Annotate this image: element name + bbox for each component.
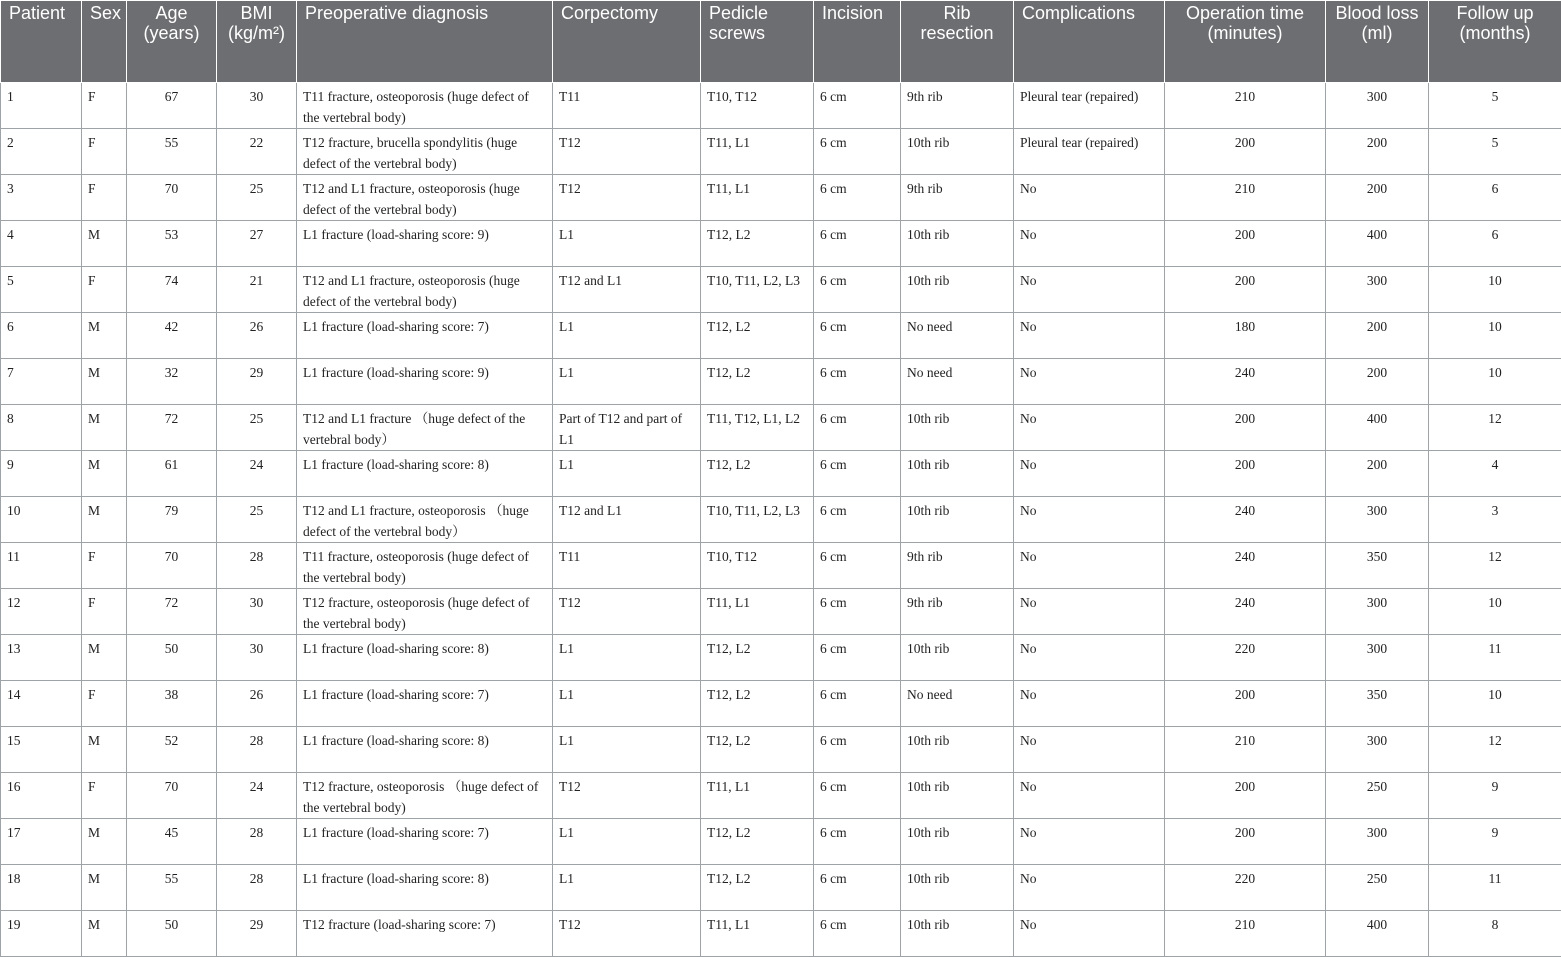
cell-rib-resection: 9th rib: [901, 83, 1014, 129]
cell-blood-loss-ml: 300: [1326, 635, 1429, 681]
cell-corpectomy: T12: [553, 129, 701, 175]
cell-sex: M: [82, 497, 127, 543]
cell-pedicle-screws: T11, L1: [701, 129, 814, 175]
cell-age-years: 61: [127, 451, 217, 497]
table-row: [1, 635, 1561, 681]
table-body: [1, 83, 1561, 957]
table-row: [1, 221, 1561, 267]
cell-complications: No: [1014, 175, 1165, 221]
cell-preoperative-diagnosis: T11 fracture, osteoporosis (huge defect of the vertebral body): [297, 543, 553, 589]
cell-operation-time-minutes: 200: [1165, 681, 1326, 727]
table-row: [1, 865, 1561, 911]
cell-incision: 6 cm: [814, 313, 901, 359]
cell-follow-up-months: 8: [1429, 911, 1561, 957]
cell-complications: Pleural tear (repaired): [1014, 129, 1165, 175]
cell-blood-loss-ml: 300: [1326, 727, 1429, 773]
cell-patient: 3: [1, 175, 82, 221]
cell-bmi-kg-m: 30: [217, 589, 297, 635]
cell-pedicle-screws: T11, L1: [701, 175, 814, 221]
cell-rib-resection: No need: [901, 681, 1014, 727]
cell-rib-resection: 10th rib: [901, 405, 1014, 451]
cell-complications: No: [1014, 727, 1165, 773]
cell-bmi-kg-m: 24: [217, 451, 297, 497]
column-header-sex: Sex: [82, 1, 127, 83]
cell-age-years: 50: [127, 911, 217, 957]
cell-complications: No: [1014, 405, 1165, 451]
cell-corpectomy: L1: [553, 727, 701, 773]
cell-follow-up-months: 5: [1429, 129, 1561, 175]
column-header-preoperative-diagnosis: Preoperative diagnosis: [297, 1, 553, 83]
cell-sex: M: [82, 865, 127, 911]
table-header: [1, 1, 1561, 83]
cell-blood-loss-ml: 200: [1326, 313, 1429, 359]
column-header-incision: Incision: [814, 1, 901, 83]
cell-preoperative-diagnosis: T12 and L1 fracture, osteoporosis (huge defect of the vertebral body): [297, 267, 553, 313]
cell-sex: M: [82, 727, 127, 773]
table-row: [1, 405, 1561, 451]
cell-sex: M: [82, 451, 127, 497]
cell-sex: M: [82, 405, 127, 451]
cell-operation-time-minutes: 210: [1165, 727, 1326, 773]
cell-follow-up-months: 3: [1429, 497, 1561, 543]
cell-age-years: 45: [127, 819, 217, 865]
cell-sex: M: [82, 221, 127, 267]
cell-follow-up-months: 10: [1429, 681, 1561, 727]
cell-age-years: 38: [127, 681, 217, 727]
cell-age-years: 72: [127, 405, 217, 451]
cell-rib-resection: 10th rib: [901, 819, 1014, 865]
cell-rib-resection: 10th rib: [901, 267, 1014, 313]
cell-follow-up-months: 12: [1429, 543, 1561, 589]
cell-sex: F: [82, 83, 127, 129]
cell-operation-time-minutes: 240: [1165, 589, 1326, 635]
cell-corpectomy: L1: [553, 313, 701, 359]
cell-operation-time-minutes: 240: [1165, 497, 1326, 543]
cell-pedicle-screws: T12, L2: [701, 819, 814, 865]
cell-operation-time-minutes: 240: [1165, 359, 1326, 405]
cell-incision: 6 cm: [814, 359, 901, 405]
cell-rib-resection: No need: [901, 313, 1014, 359]
cell-corpectomy: T11: [553, 83, 701, 129]
cell-preoperative-diagnosis: T12 and L1 fracture, osteoporosis （huge defect of the vertebral body）: [297, 497, 553, 543]
cell-follow-up-months: 9: [1429, 773, 1561, 819]
cell-rib-resection: 9th rib: [901, 543, 1014, 589]
cell-pedicle-screws: T12, L2: [701, 635, 814, 681]
column-header-operation-time-minutes: Operation time (minutes): [1165, 1, 1326, 83]
cell-age-years: 53: [127, 221, 217, 267]
cell-preoperative-diagnosis: T12 fracture, osteoporosis （huge defect of the vertebral body): [297, 773, 553, 819]
cell-patient: 9: [1, 451, 82, 497]
cell-incision: 6 cm: [814, 865, 901, 911]
cell-sex: M: [82, 911, 127, 957]
cell-preoperative-diagnosis: T12 and L1 fracture, osteoporosis (huge defect of the vertebral body): [297, 175, 553, 221]
cell-preoperative-diagnosis: L1 fracture (load-sharing score: 8): [297, 451, 553, 497]
cell-age-years: 67: [127, 83, 217, 129]
cell-complications: No: [1014, 267, 1165, 313]
table-row: [1, 681, 1561, 727]
cell-bmi-kg-m: 28: [217, 819, 297, 865]
cell-blood-loss-ml: 300: [1326, 819, 1429, 865]
cell-pedicle-screws: T11, L1: [701, 911, 814, 957]
cell-blood-loss-ml: 400: [1326, 221, 1429, 267]
cell-pedicle-screws: T11, T12, L1, L2: [701, 405, 814, 451]
cell-preoperative-diagnosis: L1 fracture (load-sharing score: 8): [297, 865, 553, 911]
cell-operation-time-minutes: 180: [1165, 313, 1326, 359]
cell-bmi-kg-m: 30: [217, 635, 297, 681]
table-row: [1, 267, 1561, 313]
cell-corpectomy: Part of T12 and part of L1: [553, 405, 701, 451]
cell-pedicle-screws: T12, L2: [701, 221, 814, 267]
cell-age-years: 55: [127, 865, 217, 911]
cell-complications: No: [1014, 221, 1165, 267]
cell-follow-up-months: 12: [1429, 405, 1561, 451]
cell-complications: Pleural tear (repaired): [1014, 83, 1165, 129]
cell-blood-loss-ml: 300: [1326, 497, 1429, 543]
cell-blood-loss-ml: 300: [1326, 589, 1429, 635]
cell-bmi-kg-m: 28: [217, 727, 297, 773]
cell-sex: M: [82, 313, 127, 359]
cell-incision: 6 cm: [814, 175, 901, 221]
cell-rib-resection: 10th rib: [901, 129, 1014, 175]
cell-complications: No: [1014, 819, 1165, 865]
cell-sex: F: [82, 543, 127, 589]
cell-pedicle-screws: T11, L1: [701, 589, 814, 635]
cell-bmi-kg-m: 25: [217, 175, 297, 221]
cell-age-years: 55: [127, 129, 217, 175]
cell-patient: 1: [1, 83, 82, 129]
cell-patient: 18: [1, 865, 82, 911]
cell-bmi-kg-m: 29: [217, 911, 297, 957]
cell-operation-time-minutes: 220: [1165, 635, 1326, 681]
cell-incision: 6 cm: [814, 819, 901, 865]
cell-blood-loss-ml: 250: [1326, 865, 1429, 911]
column-header-blood-loss-ml: Blood loss (ml): [1326, 1, 1429, 83]
cell-corpectomy: L1: [553, 451, 701, 497]
cell-patient: 16: [1, 773, 82, 819]
cell-rib-resection: 10th rib: [901, 865, 1014, 911]
cell-sex: F: [82, 773, 127, 819]
cell-rib-resection: 9th rib: [901, 589, 1014, 635]
cell-bmi-kg-m: 28: [217, 865, 297, 911]
cell-pedicle-screws: T12, L2: [701, 865, 814, 911]
cell-patient: 7: [1, 359, 82, 405]
cell-bmi-kg-m: 29: [217, 359, 297, 405]
cell-corpectomy: L1: [553, 635, 701, 681]
cell-patient: 14: [1, 681, 82, 727]
cell-operation-time-minutes: 210: [1165, 175, 1326, 221]
cell-complications: No: [1014, 635, 1165, 681]
cell-corpectomy: T11: [553, 543, 701, 589]
cell-patient: 6: [1, 313, 82, 359]
table-row: [1, 911, 1561, 957]
cell-corpectomy: L1: [553, 681, 701, 727]
cell-incision: 6 cm: [814, 773, 901, 819]
cell-complications: No: [1014, 773, 1165, 819]
cell-sex: F: [82, 129, 127, 175]
cell-preoperative-diagnosis: L1 fracture (load-sharing score: 7): [297, 313, 553, 359]
cell-preoperative-diagnosis: L1 fracture (load-sharing score: 9): [297, 359, 553, 405]
cell-patient: 10: [1, 497, 82, 543]
cell-age-years: 74: [127, 267, 217, 313]
cell-corpectomy: L1: [553, 865, 701, 911]
column-header-complications: Complications: [1014, 1, 1165, 83]
cell-complications: No: [1014, 589, 1165, 635]
column-header-patient: Patient: [1, 1, 82, 83]
cell-follow-up-months: 9: [1429, 819, 1561, 865]
cell-operation-time-minutes: 200: [1165, 267, 1326, 313]
cell-blood-loss-ml: 300: [1326, 267, 1429, 313]
cell-pedicle-screws: T12, L2: [701, 451, 814, 497]
cell-rib-resection: 10th rib: [901, 911, 1014, 957]
cell-pedicle-screws: T10, T11, L2, L3: [701, 497, 814, 543]
cell-incision: 6 cm: [814, 267, 901, 313]
cell-corpectomy: L1: [553, 359, 701, 405]
cell-operation-time-minutes: 200: [1165, 129, 1326, 175]
cell-bmi-kg-m: 25: [217, 405, 297, 451]
cell-age-years: 79: [127, 497, 217, 543]
table-row: [1, 773, 1561, 819]
cell-preoperative-diagnosis: T12 fracture, brucella spondylitis (huge defect of the vertebral body): [297, 129, 553, 175]
cell-rib-resection: 10th rib: [901, 727, 1014, 773]
cell-complications: No: [1014, 313, 1165, 359]
table-row: [1, 313, 1561, 359]
table-row: [1, 129, 1561, 175]
column-header-rib-resection: Rib resection: [901, 1, 1014, 83]
column-header-age-years: Age (years): [127, 1, 217, 83]
cell-preoperative-diagnosis: L1 fracture (load-sharing score: 7): [297, 819, 553, 865]
cell-complications: No: [1014, 359, 1165, 405]
cell-rib-resection: 9th rib: [901, 175, 1014, 221]
cell-incision: 6 cm: [814, 405, 901, 451]
column-header-pedicle-screws: Pedicle screws: [701, 1, 814, 83]
cell-bmi-kg-m: 26: [217, 681, 297, 727]
cell-rib-resection: 10th rib: [901, 451, 1014, 497]
cell-blood-loss-ml: 400: [1326, 911, 1429, 957]
cell-rib-resection: 10th rib: [901, 497, 1014, 543]
cell-blood-loss-ml: 200: [1326, 359, 1429, 405]
cell-rib-resection: 10th rib: [901, 635, 1014, 681]
cell-complications: No: [1014, 543, 1165, 589]
cell-bmi-kg-m: 27: [217, 221, 297, 267]
cell-corpectomy: T12: [553, 911, 701, 957]
cell-patient: 5: [1, 267, 82, 313]
cell-bmi-kg-m: 24: [217, 773, 297, 819]
cell-patient: 12: [1, 589, 82, 635]
cell-operation-time-minutes: 220: [1165, 865, 1326, 911]
cell-pedicle-screws: T11, L1: [701, 773, 814, 819]
cell-sex: M: [82, 819, 127, 865]
table-row: [1, 589, 1561, 635]
cell-incision: 6 cm: [814, 635, 901, 681]
table-row: [1, 451, 1561, 497]
column-header-bmi-kg-m: BMI (kg/m²): [217, 1, 297, 83]
cell-blood-loss-ml: 200: [1326, 129, 1429, 175]
cell-bmi-kg-m: 22: [217, 129, 297, 175]
cell-blood-loss-ml: 350: [1326, 681, 1429, 727]
cell-preoperative-diagnosis: L1 fracture (load-sharing score: 8): [297, 635, 553, 681]
cell-operation-time-minutes: 200: [1165, 451, 1326, 497]
cell-sex: F: [82, 681, 127, 727]
cell-incision: 6 cm: [814, 83, 901, 129]
cell-blood-loss-ml: 200: [1326, 451, 1429, 497]
cell-corpectomy: T12: [553, 589, 701, 635]
table-row: [1, 819, 1561, 865]
cell-complications: No: [1014, 497, 1165, 543]
cell-follow-up-months: 6: [1429, 175, 1561, 221]
cell-age-years: 70: [127, 773, 217, 819]
cell-blood-loss-ml: 400: [1326, 405, 1429, 451]
cell-sex: F: [82, 267, 127, 313]
cell-follow-up-months: 6: [1429, 221, 1561, 267]
cell-preoperative-diagnosis: L1 fracture (load-sharing score: 7): [297, 681, 553, 727]
cell-follow-up-months: 12: [1429, 727, 1561, 773]
cell-preoperative-diagnosis: L1 fracture (load-sharing score: 8): [297, 727, 553, 773]
cell-blood-loss-ml: 300: [1326, 83, 1429, 129]
cell-complications: No: [1014, 451, 1165, 497]
cell-incision: 6 cm: [814, 221, 901, 267]
cell-preoperative-diagnosis: L1 fracture (load-sharing score: 9): [297, 221, 553, 267]
header-row: [1, 1, 1561, 83]
cell-patient: 2: [1, 129, 82, 175]
cell-follow-up-months: 10: [1429, 313, 1561, 359]
cell-complications: No: [1014, 681, 1165, 727]
cell-follow-up-months: 11: [1429, 635, 1561, 681]
cell-operation-time-minutes: 240: [1165, 543, 1326, 589]
cell-blood-loss-ml: 250: [1326, 773, 1429, 819]
cell-age-years: 72: [127, 589, 217, 635]
cell-incision: 6 cm: [814, 129, 901, 175]
cell-bmi-kg-m: 25: [217, 497, 297, 543]
cell-age-years: 50: [127, 635, 217, 681]
cell-corpectomy: T12 and L1: [553, 497, 701, 543]
cell-incision: 6 cm: [814, 681, 901, 727]
cell-patient: 17: [1, 819, 82, 865]
cell-operation-time-minutes: 210: [1165, 911, 1326, 957]
cell-sex: M: [82, 635, 127, 681]
cell-pedicle-screws: T12, L2: [701, 727, 814, 773]
cell-sex: F: [82, 175, 127, 221]
cell-sex: F: [82, 589, 127, 635]
table-row: [1, 359, 1561, 405]
column-header-corpectomy: Corpectomy: [553, 1, 701, 83]
cell-pedicle-screws: T10, T12: [701, 543, 814, 589]
table-row: [1, 175, 1561, 221]
cell-sex: M: [82, 359, 127, 405]
cell-age-years: 42: [127, 313, 217, 359]
cell-follow-up-months: 11: [1429, 865, 1561, 911]
cell-operation-time-minutes: 200: [1165, 405, 1326, 451]
cell-follow-up-months: 10: [1429, 589, 1561, 635]
cell-preoperative-diagnosis: T11 fracture, osteoporosis (huge defect of the vertebral body): [297, 83, 553, 129]
cell-corpectomy: T12: [553, 175, 701, 221]
cell-rib-resection: 10th rib: [901, 221, 1014, 267]
cell-corpectomy: T12 and L1: [553, 267, 701, 313]
cell-incision: 6 cm: [814, 727, 901, 773]
cell-blood-loss-ml: 200: [1326, 175, 1429, 221]
cell-corpectomy: T12: [553, 773, 701, 819]
cell-follow-up-months: 4: [1429, 451, 1561, 497]
cell-operation-time-minutes: 200: [1165, 221, 1326, 267]
cell-incision: 6 cm: [814, 589, 901, 635]
cell-rib-resection: No need: [901, 359, 1014, 405]
table-row: [1, 83, 1561, 129]
cell-patient: 11: [1, 543, 82, 589]
cell-bmi-kg-m: 26: [217, 313, 297, 359]
cell-pedicle-screws: T10, T11, L2, L3: [701, 267, 814, 313]
cell-pedicle-screws: T12, L2: [701, 359, 814, 405]
cell-patient: 19: [1, 911, 82, 957]
cell-patient: 8: [1, 405, 82, 451]
cell-corpectomy: L1: [553, 221, 701, 267]
cell-complications: No: [1014, 911, 1165, 957]
cell-bmi-kg-m: 28: [217, 543, 297, 589]
cell-incision: 6 cm: [814, 497, 901, 543]
cell-operation-time-minutes: 200: [1165, 819, 1326, 865]
cell-age-years: 52: [127, 727, 217, 773]
cell-patient: 15: [1, 727, 82, 773]
cell-operation-time-minutes: 210: [1165, 83, 1326, 129]
cell-incision: 6 cm: [814, 451, 901, 497]
table-row: [1, 543, 1561, 589]
cell-age-years: 32: [127, 359, 217, 405]
cell-patient: 4: [1, 221, 82, 267]
cell-corpectomy: L1: [553, 819, 701, 865]
cell-patient: 13: [1, 635, 82, 681]
cell-follow-up-months: 10: [1429, 267, 1561, 313]
cell-operation-time-minutes: 200: [1165, 773, 1326, 819]
cell-pedicle-screws: T12, L2: [701, 681, 814, 727]
cell-blood-loss-ml: 350: [1326, 543, 1429, 589]
cell-follow-up-months: 5: [1429, 83, 1561, 129]
cell-preoperative-diagnosis: T12 and L1 fracture （huge defect of the vertebral body）: [297, 405, 553, 451]
cell-pedicle-screws: T10, T12: [701, 83, 814, 129]
cell-complications: No: [1014, 865, 1165, 911]
table-row: [1, 727, 1561, 773]
cell-preoperative-diagnosis: T12 fracture (load-sharing score: 7): [297, 911, 553, 957]
cell-follow-up-months: 10: [1429, 359, 1561, 405]
cell-rib-resection: 10th rib: [901, 773, 1014, 819]
cell-age-years: 70: [127, 175, 217, 221]
cell-bmi-kg-m: 30: [217, 83, 297, 129]
cell-preoperative-diagnosis: T12 fracture, osteoporosis (huge defect of the vertebral body): [297, 589, 553, 635]
cell-incision: 6 cm: [814, 911, 901, 957]
column-header-follow-up-months: Follow up (months): [1429, 1, 1561, 83]
cell-pedicle-screws: T12, L2: [701, 313, 814, 359]
cell-age-years: 70: [127, 543, 217, 589]
table-row: [1, 497, 1561, 543]
cell-incision: 6 cm: [814, 543, 901, 589]
cell-bmi-kg-m: 21: [217, 267, 297, 313]
